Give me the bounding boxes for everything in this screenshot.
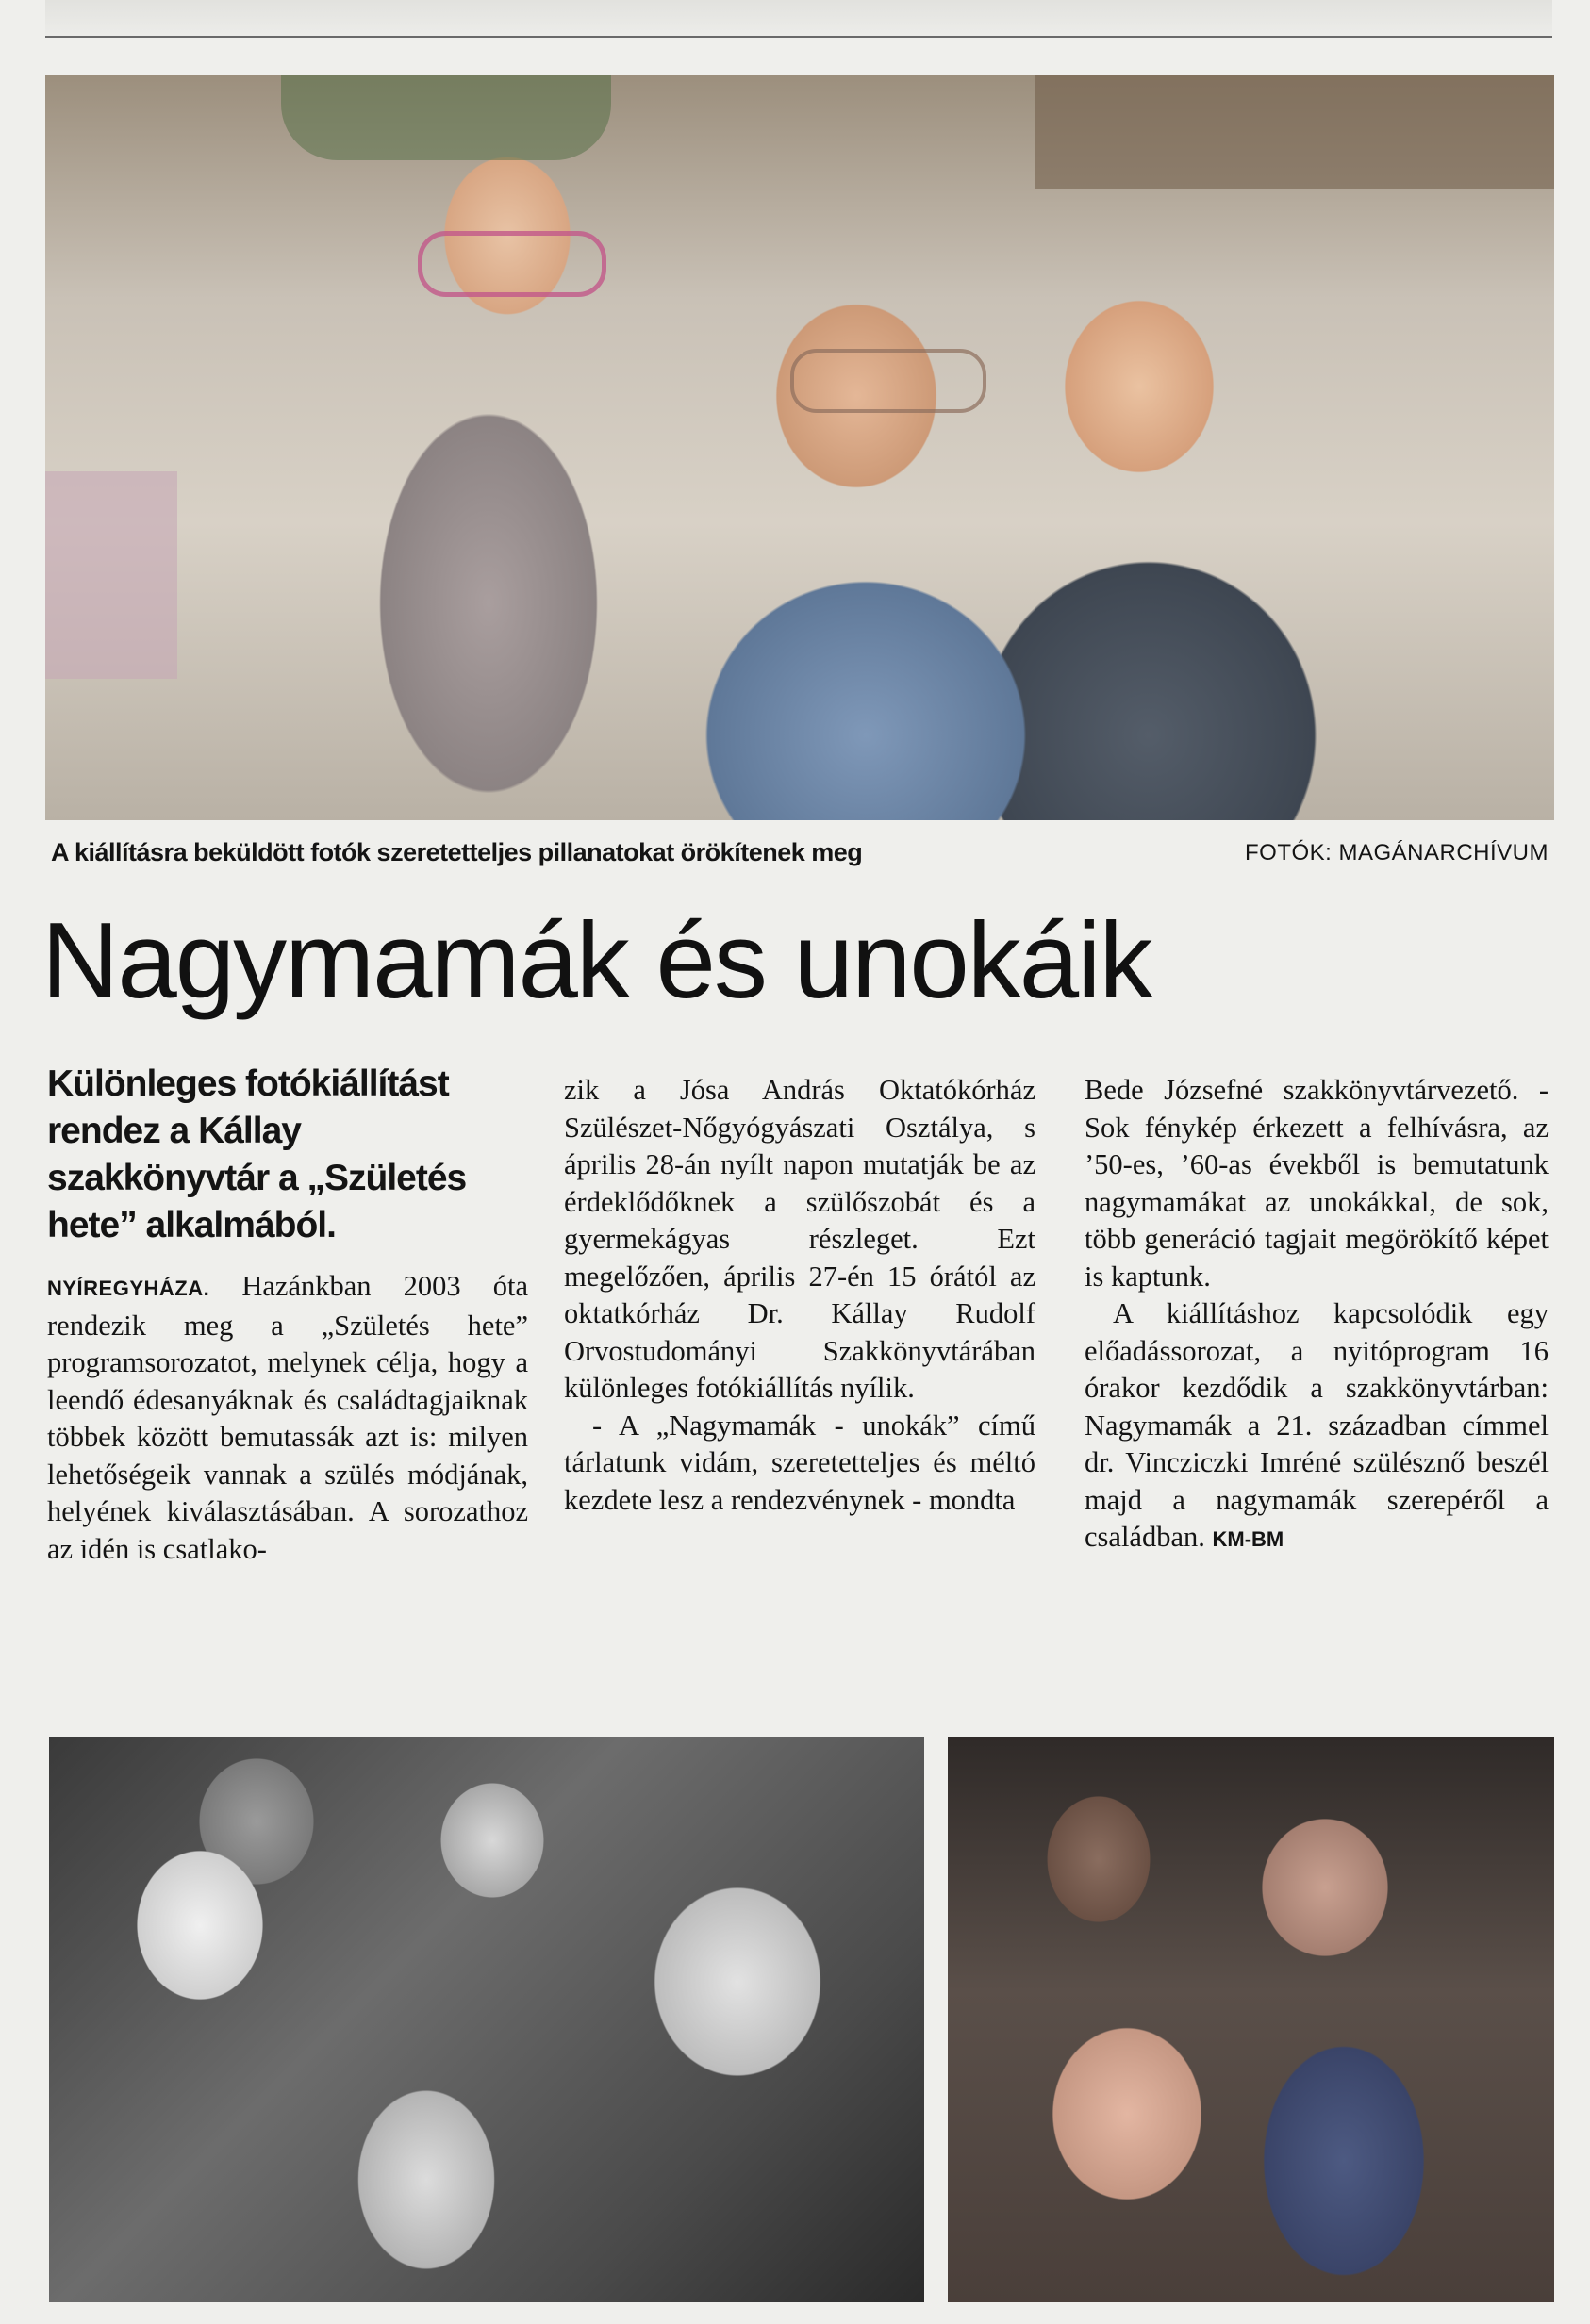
column-3 <box>1085 1072 1549 1558</box>
photo-grandmother-glasses <box>790 349 986 413</box>
column-2-paragraph-2: - A „Nagymamák - unokák” című tárlatunk vidám, szeretetteljes és méltó kezdete lesz a rendezvénynek - mondta <box>564 1409 1035 1516</box>
lead-paragraph: Különleges fotókiállítást rendez a Kállay szakkönyvtár a „Születés hete” alkalmából. <box>47 1063 467 1245</box>
photo-caption-row <box>45 834 1554 872</box>
photo-plants-detail <box>281 75 611 160</box>
photo-credit: FOTÓK: MAGÁNARCHÍVUM <box>1244 840 1549 865</box>
column-2-paragraph-1: zik a Jósa András Oktatókórház Szülészet-Nőgyógyászati Osztálya, s április 28-án nyílt napon mutatják be az érdeklődőknek a szülőszobát és a gyermekágyas részleget. Ezt megelőzően, április 27-én 15 órától az oktatkórház Dr. Kállay Rudolf Orvostudományi Szakkönyvtárában különleges fotókiállítás nyílik. <box>564 1074 1035 1404</box>
photo-shelf-detail <box>1035 75 1554 189</box>
photo-girl-glasses <box>418 231 606 297</box>
photo-caption: A kiállításra beküldött fotók szeretetteljes pillanatokat örökítenek meg <box>51 838 863 866</box>
column-3-paragraph-2: A kiállításhoz kapcsolódik egy előadássorozat, a nyitóprogram 16 órakor kezdődik a szakkönyvtárban: Nagymamák a 21. században címmel dr. Vincziczki Imréné szülésznő beszél majd a nagymamák szerepéről a családban. <box>1085 1297 1549 1553</box>
column-2 <box>564 1072 1035 1519</box>
photo-table-detail <box>45 471 177 679</box>
column-3-paragraph-1: Bede Józsefné szakkönyvtárvezető. - Sok fénykép érkezett a felhívásra, az ’50-es, ’60-as évekből is bemutatunk nagymamákat az unokákkal, de sok, több generáció tagjait megörökítő képet is kaptunk. <box>1085 1074 1549 1293</box>
column-1 <box>47 1268 528 1568</box>
previous-article-bleed <box>45 0 1552 38</box>
bottom-left-photo-four-generations <box>49 1737 924 2302</box>
main-photo-grandmother-with-grandchildren <box>45 75 1554 820</box>
dateline: NYÍREGYHÁZA. <box>47 1277 210 1300</box>
headline: Nagymamák és unokáik <box>41 901 1151 1021</box>
author-signature: KM-BM <box>1212 1527 1284 1551</box>
top-rule <box>45 36 1552 38</box>
bottom-right-photo-vintage-family <box>948 1737 1554 2302</box>
column-1-text: Hazánkban 2003 óta rendezik meg a „Születés hete” programsorozatot, melynek célja, hogy a leendő édesanyáknak és családtagjaiknak többek között bemutassák azt is: milyen lehetőségeik vannak a szülés módjának, helyének kiválasztásában. A sorozathoz az idén is csatlako- <box>47 1270 529 1565</box>
